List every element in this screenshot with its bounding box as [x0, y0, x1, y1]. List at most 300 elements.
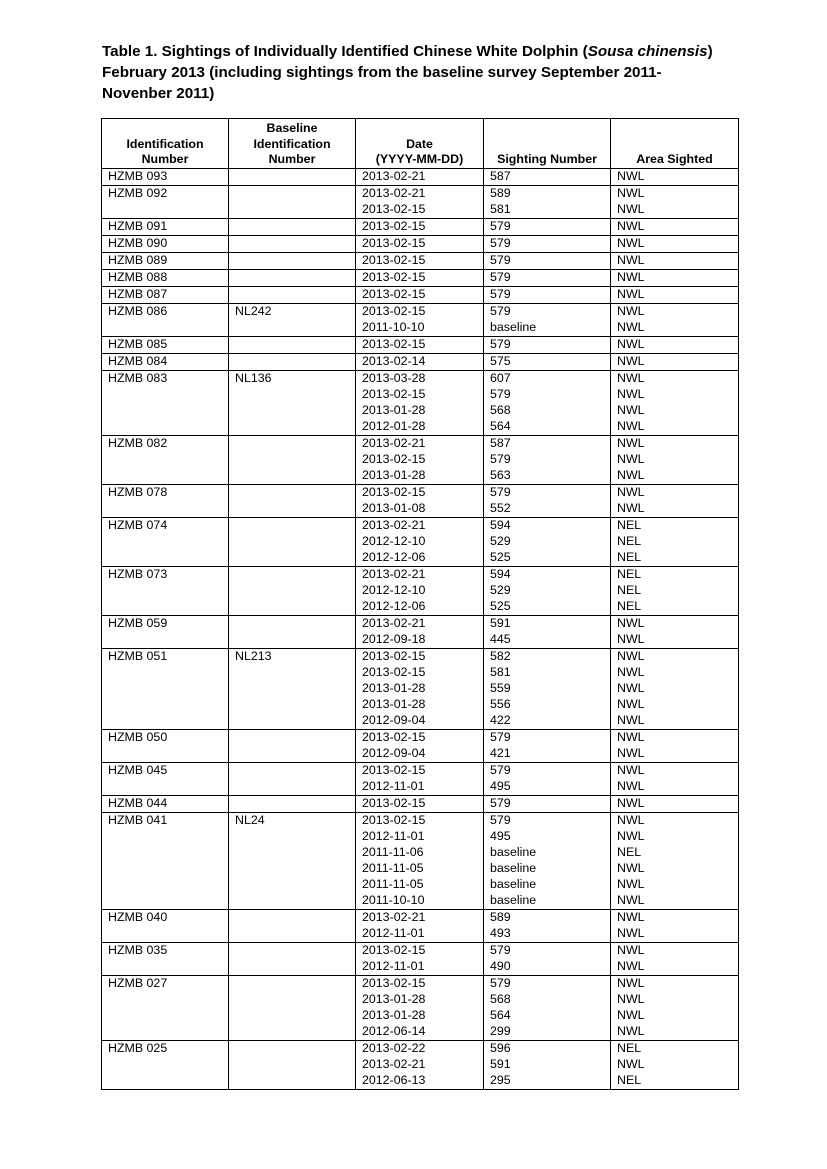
cell-date: 2012-12-10	[356, 534, 484, 550]
table-row	[102, 452, 739, 468]
cell-identification-number	[102, 534, 229, 550]
cell-sighting-number: 579	[484, 236, 611, 253]
cell-area-sighted: NWL	[611, 959, 739, 976]
cell-identification-number	[102, 202, 229, 219]
cell-identification-number: HZMB 085	[102, 337, 229, 354]
cell-baseline-id	[229, 452, 356, 468]
cell-baseline-id	[229, 387, 356, 403]
table-caption	[102, 41, 762, 104]
cell-sighting-number: 596	[484, 1041, 611, 1058]
cell-area-sighted: NWL	[611, 403, 739, 419]
cell-identification-number	[102, 861, 229, 877]
cell-identification-number	[102, 468, 229, 485]
cell-identification-number	[102, 893, 229, 910]
cell-date: 2013-03-28	[356, 371, 484, 388]
cell-baseline-id: NL213	[229, 649, 356, 666]
cell-area-sighted: NWL	[611, 910, 739, 927]
cell-identification-number: HZMB 078	[102, 485, 229, 502]
table-row	[102, 893, 739, 910]
cell-sighting-number: 582	[484, 649, 611, 666]
caption-text: )	[707, 43, 713, 60]
cell-identification-number: HZMB 093	[102, 169, 229, 186]
cell-date: 2012-11-01	[356, 959, 484, 976]
cell-baseline-id	[229, 926, 356, 943]
cell-baseline-id	[229, 550, 356, 567]
cell-area-sighted: NEL	[611, 534, 739, 550]
cell-date: 2011-11-05	[356, 861, 484, 877]
table-row	[102, 304, 739, 321]
cell-date: 2013-02-15	[356, 649, 484, 666]
cell-area-sighted: NWL	[611, 976, 739, 993]
cell-identification-number: HZMB 040	[102, 910, 229, 927]
cell-identification-number	[102, 1073, 229, 1090]
cell-baseline-id	[229, 599, 356, 616]
cell-date: 2013-02-15	[356, 236, 484, 253]
cell-baseline-id	[229, 583, 356, 599]
cell-identification-number	[102, 746, 229, 763]
cell-area-sighted: NWL	[611, 253, 739, 270]
cell-sighting-number: 579	[484, 287, 611, 304]
cell-baseline-id	[229, 219, 356, 236]
cell-date: 2012-06-14	[356, 1024, 484, 1041]
cell-baseline-id	[229, 893, 356, 910]
cell-sighting-number: 579	[484, 452, 611, 468]
cell-date: 2013-01-08	[356, 501, 484, 518]
cell-sighting-number: 579	[484, 270, 611, 287]
cell-identification-number	[102, 599, 229, 616]
caption-line-1	[102, 41, 762, 62]
cell-baseline-id	[229, 501, 356, 518]
cell-baseline-id	[229, 1041, 356, 1058]
cell-area-sighted: NWL	[611, 1057, 739, 1073]
cell-date: 2013-02-15	[356, 253, 484, 270]
cell-baseline-id	[229, 518, 356, 535]
cell-sighting-number: 299	[484, 1024, 611, 1041]
cell-sighting-number: 579	[484, 304, 611, 321]
cell-baseline-id	[229, 845, 356, 861]
cell-identification-number	[102, 419, 229, 436]
cell-identification-number	[102, 1024, 229, 1041]
cell-sighting-number: 594	[484, 567, 611, 584]
cell-area-sighted: NWL	[611, 632, 739, 649]
cell-baseline-id	[229, 616, 356, 633]
cell-area-sighted: NWL	[611, 943, 739, 960]
table-row	[102, 550, 739, 567]
table-row	[102, 681, 739, 697]
cell-sighting-number: 587	[484, 169, 611, 186]
caption-line-3: Novenber 2011)	[102, 85, 215, 102]
cell-baseline-id	[229, 681, 356, 697]
cell-sighting-number: 525	[484, 550, 611, 567]
species-name: Sousa chinensis	[587, 43, 708, 60]
header-line: Area Sighted	[636, 151, 713, 166]
cell-identification-number	[102, 992, 229, 1008]
cell-identification-number: HZMB 083	[102, 371, 229, 388]
table-row	[102, 779, 739, 796]
cell-sighting-number: 579	[484, 253, 611, 270]
cell-date: 2011-10-10	[356, 320, 484, 337]
cell-sighting-number: 607	[484, 371, 611, 388]
cell-baseline-id	[229, 861, 356, 877]
table-body	[102, 169, 739, 1090]
header-line: (YYYY-MM-DD)	[375, 151, 464, 166]
table-row	[102, 1057, 739, 1073]
cell-sighting-number: 579	[484, 485, 611, 502]
cell-baseline-id	[229, 202, 356, 219]
cell-area-sighted: NWL	[611, 1024, 739, 1041]
cell-sighting-number: 591	[484, 1057, 611, 1073]
cell-date: 2011-10-10	[356, 893, 484, 910]
table-row	[102, 877, 739, 893]
header-line: Identification	[126, 136, 204, 151]
cell-sighting-number: baseline	[484, 845, 611, 861]
cell-sighting-number: 445	[484, 632, 611, 649]
cell-sighting-number: 581	[484, 665, 611, 681]
table-row	[102, 567, 739, 584]
cell-identification-number: HZMB 073	[102, 567, 229, 584]
cell-identification-number: HZMB 035	[102, 943, 229, 960]
cell-baseline-id	[229, 1024, 356, 1041]
cell-sighting-number: 552	[484, 501, 611, 518]
cell-area-sighted: NWL	[611, 501, 739, 518]
cell-baseline-id	[229, 665, 356, 681]
table-row	[102, 354, 739, 371]
cell-area-sighted: NEL	[611, 1041, 739, 1058]
cell-date: 2012-09-04	[356, 746, 484, 763]
cell-sighting-number: 495	[484, 779, 611, 796]
cell-identification-number	[102, 926, 229, 943]
cell-date: 2013-02-15	[356, 202, 484, 219]
table-row	[102, 1073, 739, 1090]
cell-identification-number	[102, 959, 229, 976]
table-row	[102, 976, 739, 993]
cell-area-sighted: NWL	[611, 219, 739, 236]
cell-area-sighted: NEL	[611, 583, 739, 599]
cell-date: 2012-11-01	[356, 926, 484, 943]
caption-text: Table 1. Sightings of Individually Identified Chinese White Dolphin (	[102, 43, 588, 60]
cell-sighting-number: 568	[484, 992, 611, 1008]
cell-area-sighted: NWL	[611, 419, 739, 436]
cell-identification-number	[102, 877, 229, 893]
cell-area-sighted: NWL	[611, 665, 739, 681]
cell-baseline-id	[229, 877, 356, 893]
cell-area-sighted: NWL	[611, 387, 739, 403]
cell-date: 2013-01-28	[356, 992, 484, 1008]
cell-area-sighted: NWL	[611, 320, 739, 337]
cell-date: 2013-02-21	[356, 567, 484, 584]
cell-identification-number: HZMB 027	[102, 976, 229, 993]
cell-date: 2013-01-28	[356, 403, 484, 419]
cell-sighting-number: 587	[484, 436, 611, 453]
cell-area-sighted: NWL	[611, 992, 739, 1008]
cell-identification-number	[102, 779, 229, 796]
cell-area-sighted: NWL	[611, 1008, 739, 1024]
cell-baseline-id	[229, 1073, 356, 1090]
cell-sighting-number: 529	[484, 583, 611, 599]
cell-area-sighted: NWL	[611, 436, 739, 453]
table-row	[102, 320, 739, 337]
cell-area-sighted: NWL	[611, 452, 739, 468]
cell-area-sighted: NWL	[611, 746, 739, 763]
header-baseline-identification-number	[229, 119, 356, 169]
cell-identification-number: HZMB 045	[102, 763, 229, 780]
cell-area-sighted: NWL	[611, 354, 739, 371]
cell-date: 2013-02-15	[356, 337, 484, 354]
cell-sighting-number: 579	[484, 813, 611, 830]
cell-baseline-id: NL24	[229, 813, 356, 830]
cell-baseline-id	[229, 236, 356, 253]
table-row	[102, 337, 739, 354]
table-row	[102, 845, 739, 861]
cell-identification-number: HZMB 051	[102, 649, 229, 666]
cell-date: 2013-02-21	[356, 910, 484, 927]
cell-baseline-id	[229, 567, 356, 584]
cell-date: 2013-02-15	[356, 763, 484, 780]
cell-identification-number	[102, 387, 229, 403]
cell-area-sighted: NWL	[611, 796, 739, 813]
table-row	[102, 202, 739, 219]
cell-date: 2012-11-01	[356, 779, 484, 796]
cell-identification-number: HZMB 092	[102, 186, 229, 203]
table-row	[102, 1024, 739, 1041]
cell-sighting-number: baseline	[484, 893, 611, 910]
cell-baseline-id	[229, 419, 356, 436]
cell-area-sighted: NEL	[611, 567, 739, 584]
table-row	[102, 518, 739, 535]
cell-identification-number	[102, 665, 229, 681]
cell-area-sighted: NWL	[611, 926, 739, 943]
cell-baseline-id	[229, 1057, 356, 1073]
cell-baseline-id	[229, 730, 356, 747]
table-row	[102, 665, 739, 681]
cell-identification-number: HZMB 059	[102, 616, 229, 633]
table-row	[102, 730, 739, 747]
cell-baseline-id	[229, 186, 356, 203]
cell-sighting-number: 564	[484, 1008, 611, 1024]
table-row	[102, 403, 739, 419]
cell-sighting-number: baseline	[484, 877, 611, 893]
cell-baseline-id	[229, 320, 356, 337]
cell-identification-number: HZMB 086	[102, 304, 229, 321]
header-line: Date	[406, 136, 433, 151]
cell-date: 2011-11-05	[356, 877, 484, 893]
cell-date: 2013-02-14	[356, 354, 484, 371]
cell-identification-number: HZMB 025	[102, 1041, 229, 1058]
cell-identification-number: HZMB 041	[102, 813, 229, 830]
cell-date: 2013-01-28	[356, 697, 484, 713]
cell-sighting-number: 579	[484, 943, 611, 960]
cell-date: 2012-12-06	[356, 550, 484, 567]
table-header-row	[102, 119, 739, 169]
table-row	[102, 583, 739, 599]
cell-date: 2013-02-15	[356, 976, 484, 993]
cell-area-sighted: NWL	[611, 371, 739, 388]
table-row	[102, 746, 739, 763]
cell-identification-number	[102, 681, 229, 697]
cell-date: 2013-02-21	[356, 616, 484, 633]
cell-identification-number: HZMB 074	[102, 518, 229, 535]
cell-identification-number	[102, 403, 229, 419]
table-row	[102, 713, 739, 730]
cell-baseline-id	[229, 829, 356, 845]
table-row	[102, 419, 739, 436]
cell-date: 2013-02-15	[356, 287, 484, 304]
cell-baseline-id	[229, 746, 356, 763]
cell-baseline-id	[229, 763, 356, 780]
cell-baseline-id	[229, 943, 356, 960]
cell-baseline-id	[229, 1008, 356, 1024]
cell-sighting-number: 579	[484, 730, 611, 747]
table-row	[102, 926, 739, 943]
cell-identification-number: HZMB 088	[102, 270, 229, 287]
cell-date: 2013-02-21	[356, 518, 484, 535]
cell-identification-number: HZMB 082	[102, 436, 229, 453]
cell-date: 2013-02-15	[356, 304, 484, 321]
table-row	[102, 861, 739, 877]
cell-baseline-id	[229, 169, 356, 186]
cell-area-sighted: NEL	[611, 1073, 739, 1090]
cell-sighting-number: 589	[484, 910, 611, 927]
cell-sighting-number: 579	[484, 387, 611, 403]
table-row	[102, 992, 739, 1008]
cell-identification-number	[102, 845, 229, 861]
cell-area-sighted: NWL	[611, 202, 739, 219]
cell-baseline-id: NL136	[229, 371, 356, 388]
cell-date: 2013-01-28	[356, 1008, 484, 1024]
cell-date: 2013-02-15	[356, 387, 484, 403]
cell-baseline-id	[229, 337, 356, 354]
cell-identification-number	[102, 1008, 229, 1024]
cell-date: 2013-01-28	[356, 681, 484, 697]
cell-area-sighted: NEL	[611, 518, 739, 535]
cell-date: 2013-02-15	[356, 813, 484, 830]
cell-area-sighted: NEL	[611, 550, 739, 567]
header-line: Sighting Number	[497, 151, 597, 166]
cell-area-sighted: NWL	[611, 236, 739, 253]
cell-area-sighted: NWL	[611, 829, 739, 845]
cell-baseline-id	[229, 468, 356, 485]
cell-date: 2013-02-15	[356, 796, 484, 813]
table-row	[102, 287, 739, 304]
cell-identification-number	[102, 632, 229, 649]
cell-date: 2013-02-22	[356, 1041, 484, 1058]
cell-area-sighted: NEL	[611, 599, 739, 616]
header-date	[356, 119, 484, 169]
table-row	[102, 501, 739, 518]
cell-identification-number	[102, 1057, 229, 1073]
header-sighting-number	[484, 119, 611, 169]
table-row	[102, 599, 739, 616]
cell-baseline-id	[229, 270, 356, 287]
cell-sighting-number: 594	[484, 518, 611, 535]
cell-identification-number	[102, 697, 229, 713]
cell-area-sighted: NWL	[611, 877, 739, 893]
cell-date: 2012-12-10	[356, 583, 484, 599]
cell-identification-number	[102, 829, 229, 845]
caption-line-2: February 2013 (including sightings from the baseline survey September 2011-	[102, 64, 662, 81]
cell-sighting-number: 495	[484, 829, 611, 845]
cell-sighting-number: 525	[484, 599, 611, 616]
cell-area-sighted: NWL	[611, 893, 739, 910]
table-row	[102, 1041, 739, 1058]
cell-baseline-id	[229, 253, 356, 270]
cell-area-sighted: NWL	[611, 779, 739, 796]
cell-baseline-id	[229, 959, 356, 976]
table-row	[102, 1008, 739, 1024]
table-row	[102, 943, 739, 960]
cell-baseline-id	[229, 796, 356, 813]
table-row	[102, 436, 739, 453]
cell-sighting-number: 563	[484, 468, 611, 485]
table-row	[102, 616, 739, 633]
table-row	[102, 813, 739, 830]
header-line: Identification	[253, 136, 331, 151]
table-row	[102, 796, 739, 813]
cell-date: 2013-02-15	[356, 943, 484, 960]
cell-date: 2013-02-15	[356, 665, 484, 681]
table-row	[102, 236, 739, 253]
cell-identification-number: HZMB 050	[102, 730, 229, 747]
cell-sighting-number: 579	[484, 337, 611, 354]
table-row	[102, 763, 739, 780]
cell-area-sighted: NWL	[611, 287, 739, 304]
table-row	[102, 468, 739, 485]
table-row	[102, 371, 739, 388]
cell-baseline-id	[229, 436, 356, 453]
table-row	[102, 649, 739, 666]
cell-sighting-number: 556	[484, 697, 611, 713]
header-line: Number	[268, 151, 316, 166]
cell-baseline-id	[229, 976, 356, 993]
cell-baseline-id	[229, 697, 356, 713]
cell-sighting-number: 490	[484, 959, 611, 976]
cell-date: 2013-02-15	[356, 219, 484, 236]
cell-date: 2012-09-04	[356, 713, 484, 730]
header-line: Number	[141, 151, 189, 166]
table-row	[102, 219, 739, 236]
cell-baseline-id	[229, 403, 356, 419]
cell-sighting-number: 295	[484, 1073, 611, 1090]
cell-date: 2013-02-21	[356, 1057, 484, 1073]
cell-baseline-id	[229, 354, 356, 371]
cell-identification-number	[102, 452, 229, 468]
cell-date: 2011-11-06	[356, 845, 484, 861]
cell-baseline-id	[229, 992, 356, 1008]
cell-identification-number: HZMB 089	[102, 253, 229, 270]
cell-identification-number: HZMB 087	[102, 287, 229, 304]
cell-sighting-number: 581	[484, 202, 611, 219]
cell-area-sighted: NWL	[611, 713, 739, 730]
cell-area-sighted: NEL	[611, 845, 739, 861]
cell-sighting-number: 589	[484, 186, 611, 203]
table-row	[102, 169, 739, 186]
cell-baseline-id	[229, 632, 356, 649]
cell-area-sighted: NWL	[611, 485, 739, 502]
table-row	[102, 910, 739, 927]
cell-area-sighted: NWL	[611, 468, 739, 485]
cell-area-sighted: NWL	[611, 186, 739, 203]
table-row	[102, 387, 739, 403]
cell-sighting-number: 579	[484, 796, 611, 813]
cell-baseline-id	[229, 287, 356, 304]
cell-sighting-number: 579	[484, 976, 611, 993]
cell-sighting-number: 579	[484, 219, 611, 236]
cell-identification-number: HZMB 044	[102, 796, 229, 813]
cell-sighting-number: 529	[484, 534, 611, 550]
cell-date: 2012-11-01	[356, 829, 484, 845]
cell-date: 2013-02-15	[356, 730, 484, 747]
cell-sighting-number: 564	[484, 419, 611, 436]
